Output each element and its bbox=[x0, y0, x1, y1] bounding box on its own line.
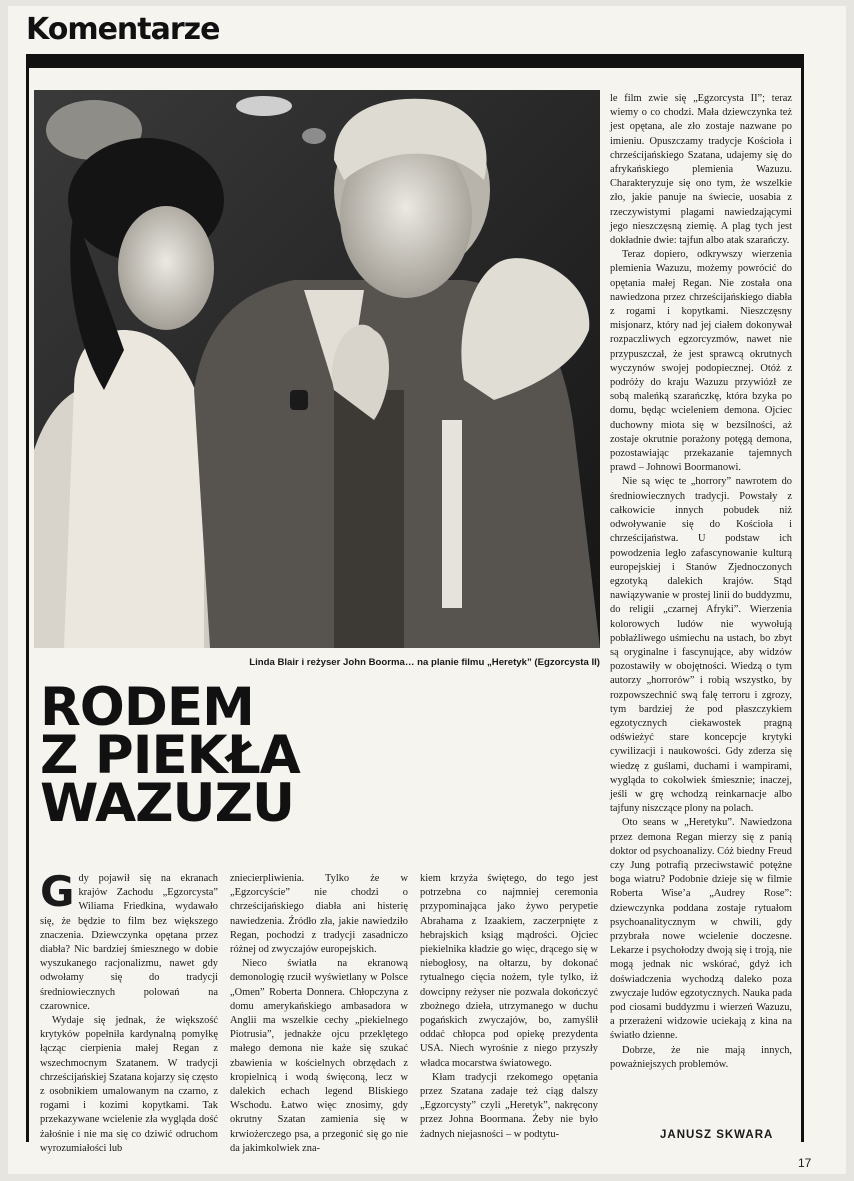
article-column-1 bbox=[40, 867, 218, 1156]
article-headline bbox=[40, 677, 580, 834]
paragraph: Oto seans w „Heretyku”. Nawiedzona przez demona Regan mierzy się z panią doktor od psychoanalizy. Cóż biedny Freud czy Jung potrafią przeciwstawić potężne boga wiatru? Podobnie dzieje się w filmie Roberta Wise’a „Audrey Rose”: dziewczynka poddana zostaje rytuałom psychoanalitycznym w chwili, gdy przybrała nowe wcielenie doczesne. Lekarze i psychołodzy dwoją się i troją, nie mogą jednak nic wskórać, gdyż ich doświadczenia wychodzą daleko poza zwyczaje ludów egzotycznych. Nauka pada pod ciosami buddyzmu i wierzeń Wazuzu, a przerażeni widzowie uciekają z kina na światło dzienne. bbox=[610, 817, 792, 1042]
magazine-page bbox=[8, 6, 846, 1174]
paragraph: Nie są więc te „horrory” nawrotem do średniowiecznych tradycji. Powstały z całkowicie innych pobudek niż odwoływanie się do Kościoła i chrześcijaństwa. U podstaw ich powodzenia legło zafascynowanie kulturą europejskiej i Stanów Zjednoczonych egzotyką dalekich krajów. Stąd nawiązywanie w prostej linii do buddyzmu, do religii „czarnej Afryki”. Wierzenia kolorowych ludów nie wywołują pobłażliwego uśmiechu na ustach, bo zbyt są oryginalne i fascynujące, aby widzów pozostawiły w obojętności. Wiedzą o tym autorzy „horrorów” i robią wszystko, by rozpowszechnić swą falę terroru i zgrozy, tym bardziej że pod płaszczykiem egzotycznych ciekawostek pragną odświeżyć stare koncepcje krytyki cywilizacji i naukowości. Gdy zderza się wiedzę z guślami, duchami i wampirami, wygląda to cokolwiek śmiesznie; inaczej, jeśli w grę wchodzą reinkarnacje albo tajfuny niszczące plony na polach. bbox=[610, 476, 792, 815]
paragraph: le film zwie się „Egzorcysta II”; teraz wiemy o co chodzi. Mała dziewczynka też jest opętana, ale zło zostaje nazwane po imieniu. Opuszczamy tradycje Kościoła i chrześcijańskiego Szatana, udajemy się do afrykańskiego plemienia Wazuzu. Charakteryzuje się ono tym, że wszelkie zło, jakie panuje na świecie, uosabia z rzeczywistymi plagami nawiedzającymi jego nieszczęsną ziemię. A plag tych jest dokładnie dwie: tajfun albo atak szarańczy. bbox=[610, 93, 792, 247]
author-byline: JANUSZ SKWARA bbox=[660, 1129, 774, 1141]
headline-line-2: Z PIEKŁA bbox=[40, 725, 300, 786]
left-rule bbox=[26, 68, 29, 1142]
paragraph: Dobrze, że nie mają innych, poważniejszych problemów. bbox=[610, 1044, 792, 1070]
paragraph-text: dy pojawił się na ekranach krajów Zachodu „Egzorcysta” Wiliama Friedkina, wydawało się, że będzie to film bez większego znaczenia. Dziewczynka opętana przez diabła? Nic bardziej śmiesznego w dobie wyszukanego racjonalizmu, nawet gdy odwołamy się do tradycji średniowiecznych polowań na czarownice. bbox=[40, 873, 218, 1012]
drop-cap: G bbox=[40, 867, 75, 916]
section-title: Komentarze bbox=[26, 12, 220, 47]
paragraph: kiem krzyża świętego, do tego jest potrzebna co najmniej ceremonia przypominająca jako żywo perypetie Abrahama z Izaakiem, zaczerpnięte z hebrajskich ksiąg mądrości. Ojciec piekielnika kładzie go więc, drącego się w niebogłosy, na ołtarzu, by dokonać rytualnego cięcia nożem, tyle tylko, iż dowcipny reżyser nie pozwala dokończyć zbożnego dzieła, utrzymanego w duchu pogańskich zwyczajów, bo, zamyślił oddać chłopca pod opiekę prezydenta USA. Niech wyrośnie z niego przyszły władca mocarstwa światowego. bbox=[420, 873, 598, 1069]
film-still-photo bbox=[34, 90, 600, 648]
right-rule bbox=[801, 68, 804, 1142]
top-rule bbox=[26, 54, 804, 68]
headline-line-1: RODEM bbox=[40, 677, 254, 738]
page-number: 17 bbox=[798, 1156, 812, 1170]
paragraph: Teraz dopiero, odkrywszy wierzenia plemienia Wazuzu, możemy powrócić do opętania małej Regan. Nie została ona nawiedzona przez chrześcijańskiego diabła z rogami i kopytkami. Nieszczęsny misjonarz, który nad jej ciałem dokonywał rozpaczliwych egzorcyzmów, nawet nie przypuszczał, że jest sprawcą okrutnych wyczynów swojej podopiecznej. Otóż z podróży do kraju Wazuzu przywiózł ze sobą maleńką szarańczkę, która bzyka po domu, będąc wcieleniem demona. Ojciec duchowny miota się w bezsilności, aż zostaje okrutnie porażony potęgą demona, pozostawiając przekazanie tajemnych prawd – Johnowi Boormanowi. bbox=[610, 249, 792, 474]
paragraph: zniecierpliwienia. Tylko że w „Egzorcyście” nie chodzi o chrześcijańskiego diabła ani histerię nawiedzenia. Źródło zła, jakie nawiedziło Regan, pochodzi z tradycji zasadniczo różnej od zwyczajów europejskich. bbox=[230, 873, 408, 956]
paragraph: Wydaje się jednak, że większość krytyków popełniła kardynalną pomyłkę łącząc cierpienia małej Regan z wszechmocnym Szatanem. W tradycji chrześcijańskiej Szatana kojarzy się często z osobnikiem umalowanym na czarno, z rogami i kozimi kopytkami. Tak przekazywane wcielenie zła wygląda dość żałośnie i nie ma się co dziwić odruchom wyrozumiałości lub bbox=[40, 1015, 218, 1154]
article-column-4 bbox=[610, 92, 792, 1072]
paragraph: Nieco światła na ekranową demonologię rzucił wyświetlany w Polsce „Omen” Roberta Donnera. Chłopczyna z domu amerykańskiego ambasadora w Anglii ma wszelkie cechy „piekielnego Piotrusia”, jednakże ojcu przeklętego małego demona nie każe się szukać zbawienia w kościelnych obrzędach z kropielnicą i wodą święconą, lecz w dalekich echach legend Bliskiego Wschodu. Łatwo więc znosimy, gdy okrutny Szatan zamienia się w krwiożerczego psa, a przegonić się go nie da jakimkolwiek zna- bbox=[230, 958, 408, 1154]
article-column-3 bbox=[420, 872, 598, 1142]
paragraph bbox=[40, 867, 218, 1014]
paragraph: Kłam tradycji rzekomego opętania przez Szatana zadaje też ciąg dalszy „Egzorcysty” czyli „Heretyk”, nakręcony przez Johna Boormana. Żeby nie było żadnych niejasności – w podtytu- bbox=[420, 1071, 598, 1140]
headline-line-3: WAZUZU bbox=[40, 773, 295, 834]
photo-caption: Linda Blair i reżyser John Boorma… na planie filmu „Heretyk” (Egzorcysta II) bbox=[249, 657, 600, 668]
article-column-2 bbox=[230, 872, 408, 1156]
